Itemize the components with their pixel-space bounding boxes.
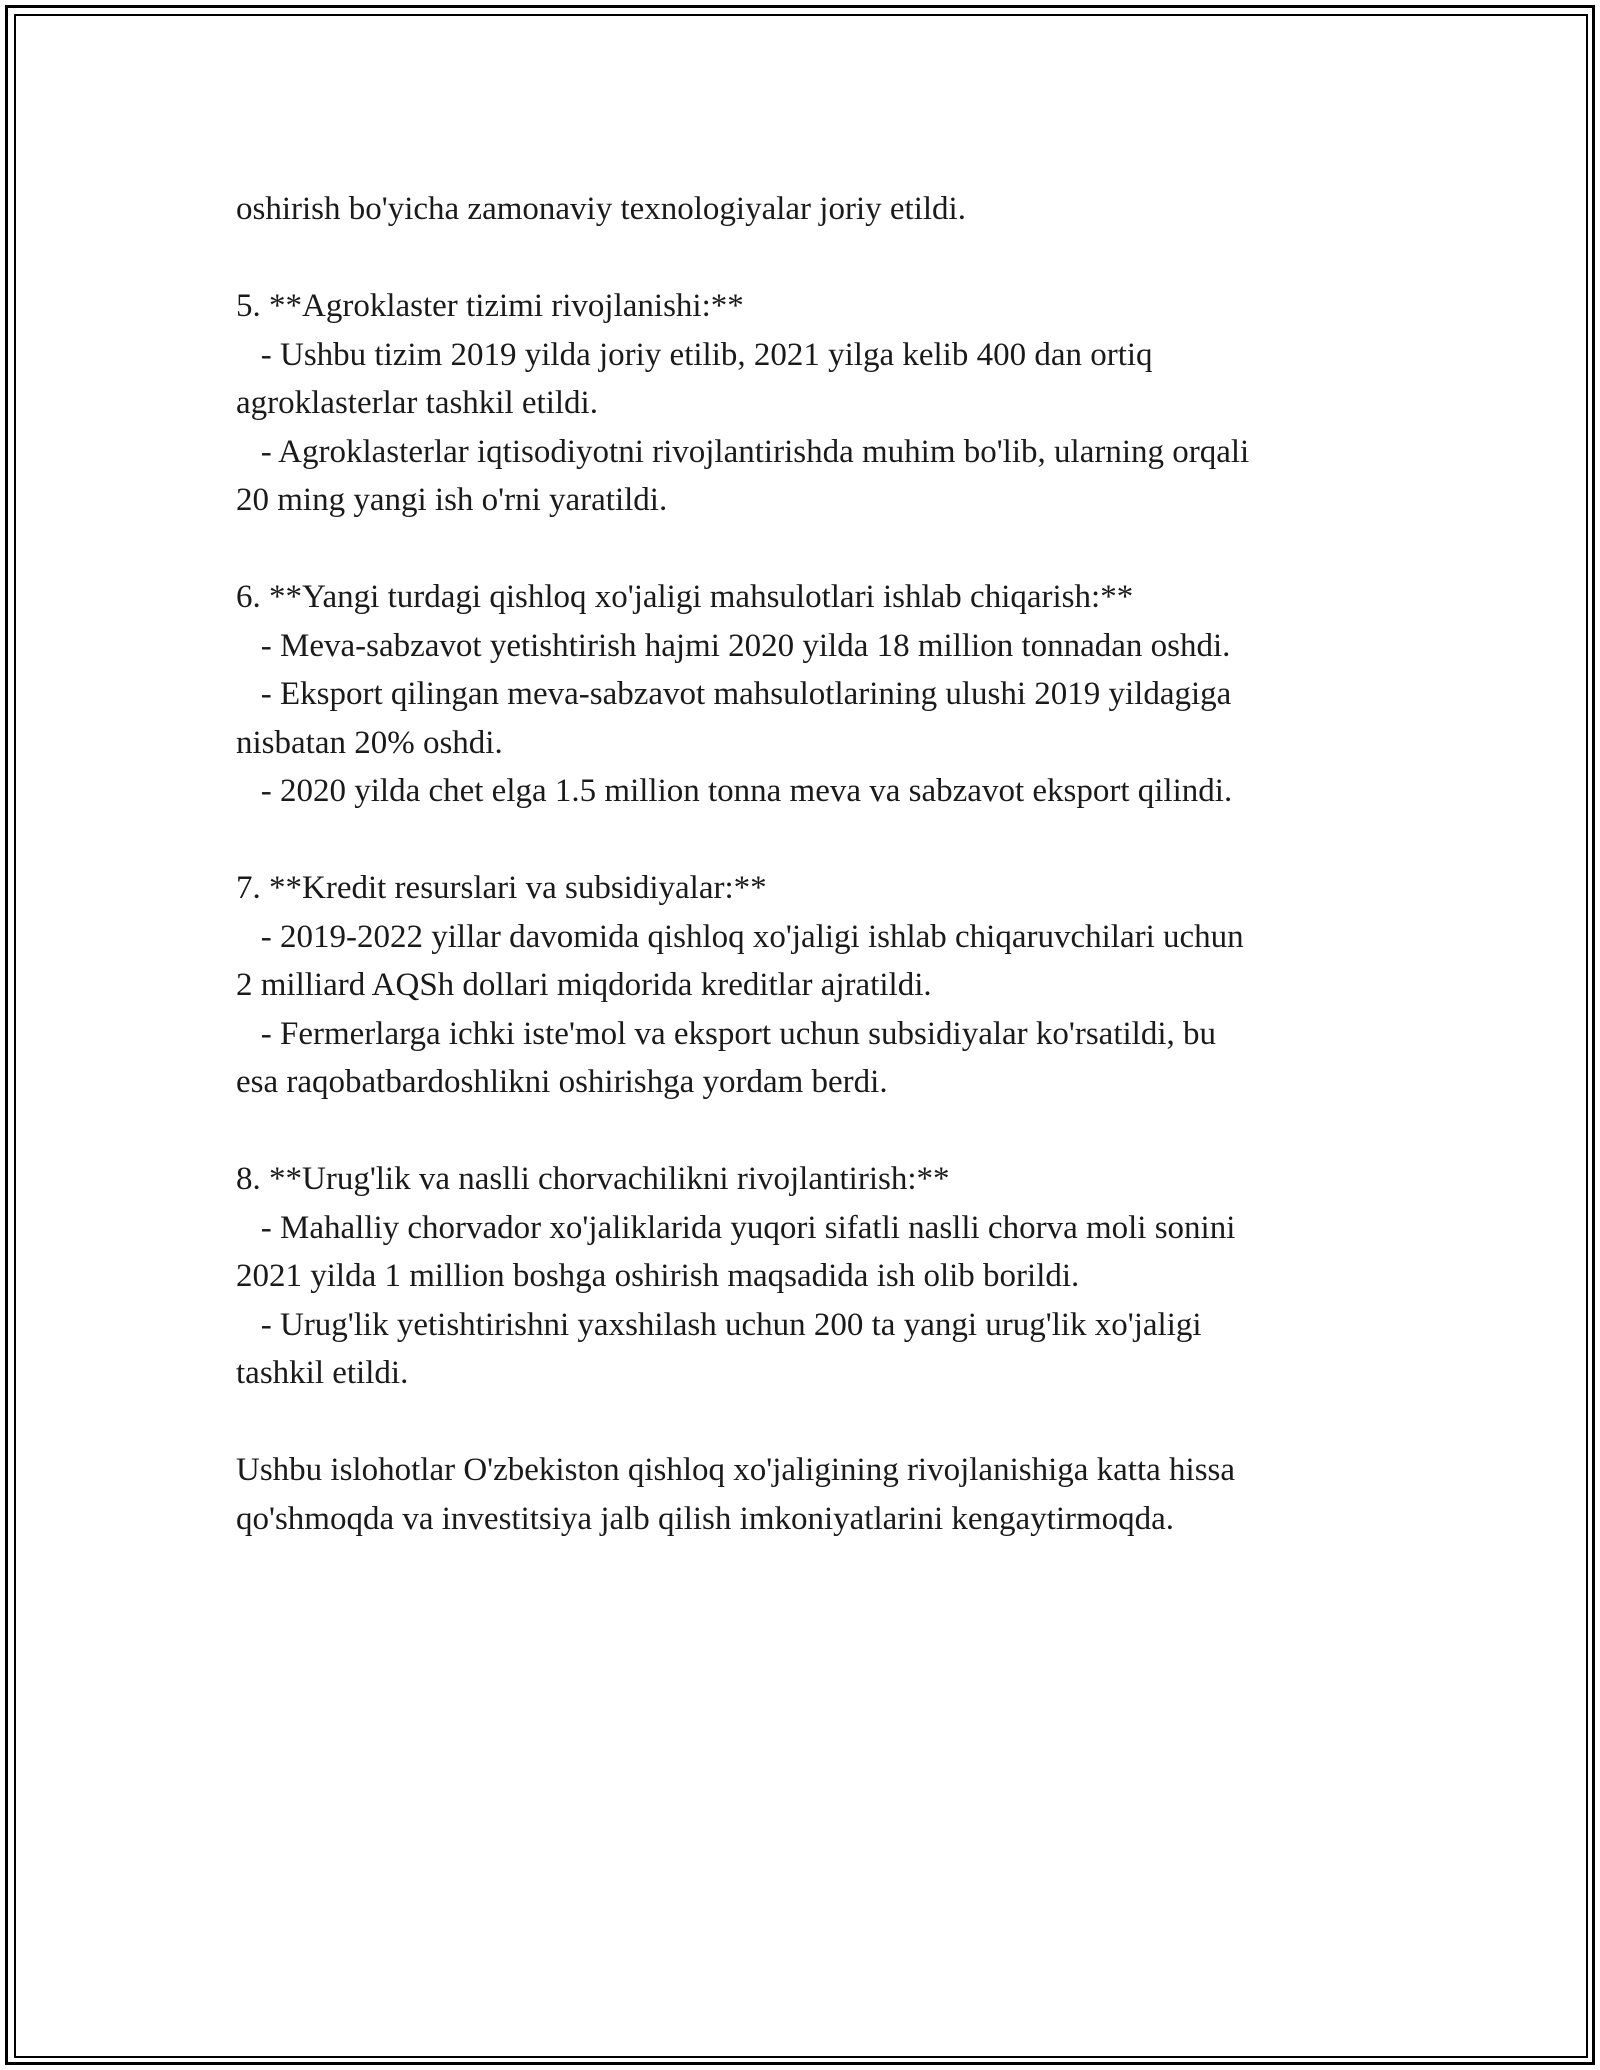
section-heading: 5. **Agroklaster tizimi rivojlanishi:**	[236, 288, 744, 324]
bullet-item: - Agroklasterlar iqtisodiyotni rivojlantirishda muhim bo'lib, ularning orqali	[236, 433, 1250, 470]
section-block	[236, 282, 1436, 525]
bullet-continuation: nisbatan 20% oshdi.	[236, 724, 503, 761]
bullet-item: - 2020 yilda chet elga 1.5 million tonna meva va sabzavot eksport qilindi.	[236, 773, 1233, 809]
bullet-continuation: 2 milliard AQSh dollari miqdorida kreditlar ajratildi.	[236, 967, 932, 1003]
bullet-item: - 2019-2022 yillar davomida qishloq xo'jaligi ishlab chiqaruvchilari uchun	[236, 918, 1244, 955]
bullet-item: - Meva-sabzavot yetishtirish hajmi 2020 yilda 18 million tonnadan oshdi.	[236, 627, 1231, 664]
bullet-item: - Ushbu tizim 2019 yilda joriy etilib, 2021 yilga kelib 400 dan ortiq	[236, 336, 1153, 373]
section-heading: 7. **Kredit resurslari va subsidiyalar:**	[236, 870, 767, 906]
bullet-continuation: agroklasterlar tashkil etildi.	[236, 385, 598, 421]
conclusion-paragraph	[236, 1446, 1436, 1543]
intro-line: oshirish bo'yicha zamonaviy texnologiyalar joriy etildi.	[236, 191, 966, 227]
bullet-continuation: 2021 yilda 1 million boshga oshirish maqsadida ish olib borildi.	[236, 1258, 1080, 1294]
section-heading: 8. **Urug'lik va naslli chorvachilikni rivojlantirish:**	[236, 1161, 950, 1197]
paragraph-gap	[236, 234, 1436, 283]
bullet-continuation: tashkil etildi.	[236, 1355, 409, 1391]
paragraph-gap	[236, 1107, 1436, 1156]
bullet-item: - Eksport qilingan meva-sabzavot mahsulotlarining ulushi 2019 yildagiga	[236, 676, 1232, 712]
bullet-continuation: 20 ming yangi ish o'rni yaratildi.	[236, 482, 668, 518]
paragraph-gap	[236, 1398, 1436, 1447]
section-heading: 6. **Yangi turdagi qishloq xo'jaligi mahsulotlari ishlab chiqarish:**	[236, 579, 1134, 615]
paragraph-gap	[236, 525, 1436, 574]
section-block	[236, 1155, 1436, 1398]
document-body	[236, 185, 1436, 1543]
conclusion-line: qo'shmoqda va investitsiya jalb qilish imkoniyatlarini kengaytirmoqda.	[236, 1500, 1175, 1537]
bullet-item: - Fermerlarga ichki iste'mol va eksport uchun subsidiyalar ko'rsatildi, bu	[236, 1015, 1216, 1052]
section-block	[236, 573, 1436, 816]
sections-container	[236, 234, 1436, 1398]
paragraph-gap	[236, 816, 1436, 865]
bullet-item: - Mahalliy chorvador xo'jaliklarida yuqori sifatli naslli chorva moli sonini	[236, 1209, 1236, 1246]
bullet-item: - Urug'lik yetishtirishni yaxshilash uchun 200 ta yangi urug'lik xo'jaligi	[236, 1306, 1202, 1343]
bullet-continuation: esa raqobatbardoshlikni oshirishga yordam berdi.	[236, 1064, 888, 1100]
conclusion-line: Ushbu islohotlar O'zbekiston qishloq xo'jaligining rivojlanishiga katta hissa	[236, 1452, 1236, 1488]
section-block	[236, 864, 1436, 1107]
